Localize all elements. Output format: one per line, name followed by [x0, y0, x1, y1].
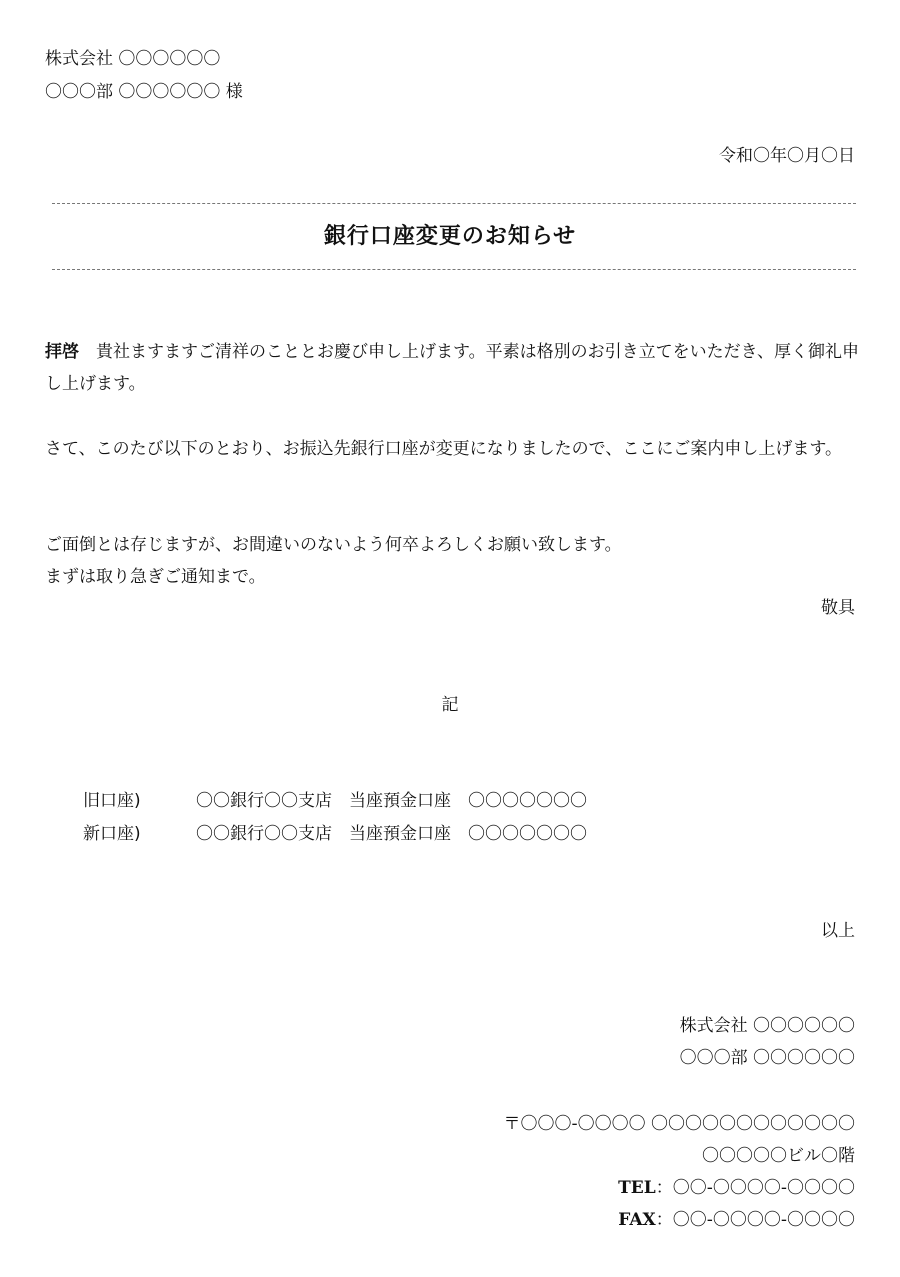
sender-department: 〇〇〇部 〇〇〇〇〇〇	[679, 1048, 855, 1068]
account-label-new: 新口座)	[83, 824, 141, 844]
sender-company: 株式会社 〇〇〇〇〇〇	[679, 1016, 855, 1036]
recipient-company: 株式会社 〇〇〇〇〇〇	[45, 49, 221, 69]
greeting-text: 貴社ますますご清祥のこととお慶び申し上げます。平素は格別のお引き立てをいただき、厚く御礼申し上げます。	[45, 342, 859, 394]
account-value-old: 〇〇銀行〇〇支店 当座預金口座 〇〇〇〇〇〇〇	[196, 791, 587, 811]
letter-title: 銀行口座変更のお知らせ	[323, 224, 577, 249]
tel-number: ：〇〇-〇〇〇〇-〇〇〇〇	[655, 1178, 855, 1198]
letter-date: 令和〇年〇月〇日	[719, 146, 855, 166]
fax-label: FAX	[618, 1210, 656, 1230]
note-heading: 記	[441, 695, 459, 715]
account-label-old: 旧口座)	[83, 791, 141, 811]
account-row-new	[0, 826, 900, 846]
tel-label: TEL	[618, 1178, 656, 1198]
recipient-person: 〇〇〇部 〇〇〇〇〇〇 様	[45, 82, 243, 102]
body-paragraph-3-line-1: ご面倒とは存じますが、お間違いのないよう何卒よろしくお願い致します。	[45, 535, 622, 555]
body-paragraph-3-line-2: まずは取り急ぎご通知まで。	[45, 567, 266, 587]
greeting-paragraph	[45, 336, 860, 400]
sender-tel	[618, 1180, 855, 1197]
body-paragraph-2: さて、このたび以下のとおり、お振込先銀行口座が変更になりましたので、ここにご案内申し上げます。	[45, 439, 842, 459]
sender-address-line-1: 〒〇〇〇-〇〇〇〇 〇〇〇〇〇〇〇〇〇〇〇〇	[503, 1114, 855, 1134]
title-rule-bottom	[52, 269, 856, 270]
title-rule-top	[52, 203, 856, 204]
greeting-opening: 拝啓	[45, 342, 79, 362]
account-value-new: 〇〇銀行〇〇支店 当座預金口座 〇〇〇〇〇〇〇	[196, 824, 587, 844]
sender-fax	[618, 1212, 855, 1229]
fax-number: ：〇〇-〇〇〇〇-〇〇〇〇	[655, 1210, 855, 1230]
end-mark: 以上	[821, 921, 855, 941]
sender-address-line-2: 〇〇〇〇〇ビル〇階	[702, 1146, 855, 1166]
account-row-old	[0, 793, 900, 813]
closing-keigu: 敬具	[821, 598, 855, 618]
